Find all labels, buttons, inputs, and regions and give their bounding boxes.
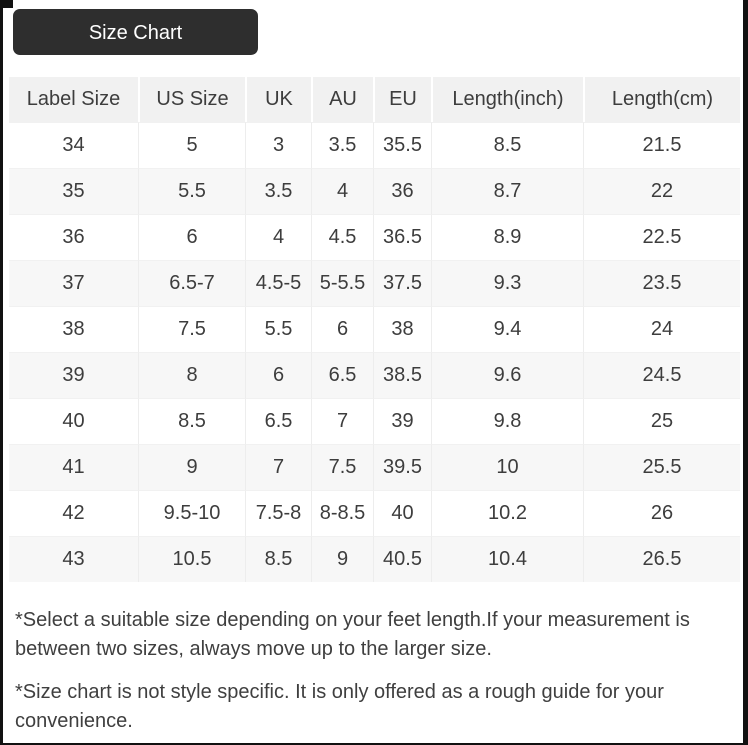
table-cell: 37 xyxy=(9,260,138,306)
column-header: EU xyxy=(373,77,431,122)
table-cell: 37.5 xyxy=(373,260,431,306)
note-text: *Size chart is not style specific. It is only offered as a rough guide for your convenience. xyxy=(15,681,664,732)
table-cell: 40 xyxy=(9,398,138,444)
table-cell: 23.5 xyxy=(583,260,740,306)
table-cell: 8.9 xyxy=(431,214,583,260)
table-cell: 10.4 xyxy=(431,536,583,582)
table-cell: 8-8.5 xyxy=(311,490,373,536)
table-cell: 3 xyxy=(245,122,311,168)
table-cell: 6 xyxy=(138,214,245,260)
table-cell: 22.5 xyxy=(583,214,740,260)
table-cell: 10.5 xyxy=(138,536,245,582)
table-cell: 9.5-10 xyxy=(138,490,245,536)
table-cell: 4.5 xyxy=(311,214,373,260)
table-cell: 43 xyxy=(9,536,138,582)
size-chart-notes xyxy=(15,606,727,736)
table-cell: 7.5-8 xyxy=(245,490,311,536)
column-header: Length(inch) xyxy=(431,77,583,122)
table-row xyxy=(9,122,740,168)
table-cell: 22 xyxy=(583,168,740,214)
table-cell: 4 xyxy=(245,214,311,260)
table-cell: 39.5 xyxy=(373,444,431,490)
table-cell: 7.5 xyxy=(138,306,245,352)
table-cell: 40.5 xyxy=(373,536,431,582)
table-cell: 5.5 xyxy=(245,306,311,352)
table-cell: 24 xyxy=(583,306,740,352)
table-cell: 7 xyxy=(245,444,311,490)
table-cell: 38 xyxy=(373,306,431,352)
table-cell: 26 xyxy=(583,490,740,536)
table-cell: 9 xyxy=(311,536,373,582)
table-cell: 6.5 xyxy=(311,352,373,398)
table-cell: 9.3 xyxy=(431,260,583,306)
table-cell: 26.5 xyxy=(583,536,740,582)
table-cell: 8.5 xyxy=(431,122,583,168)
column-header: UK xyxy=(245,77,311,122)
table-row xyxy=(9,214,740,260)
table-cell: 7.5 xyxy=(311,444,373,490)
table-cell: 38 xyxy=(9,306,138,352)
table-cell: 9 xyxy=(138,444,245,490)
table-cell: 5.5 xyxy=(138,168,245,214)
table-cell: 3.5 xyxy=(311,122,373,168)
table-cell: 8.7 xyxy=(431,168,583,214)
table-cell: 38.5 xyxy=(373,352,431,398)
table-cell: 7 xyxy=(311,398,373,444)
table-cell: 10 xyxy=(431,444,583,490)
table-cell: 8.5 xyxy=(245,536,311,582)
table-cell: 4 xyxy=(311,168,373,214)
table-cell: 39 xyxy=(9,352,138,398)
table-cell: 6.5 xyxy=(245,398,311,444)
size-chart-content xyxy=(3,0,743,745)
table-cell: 5-5.5 xyxy=(311,260,373,306)
table-cell: 25 xyxy=(583,398,740,444)
table-cell: 40 xyxy=(373,490,431,536)
table-cell: 6 xyxy=(245,352,311,398)
table-row xyxy=(9,536,740,582)
table-cell: 36 xyxy=(9,214,138,260)
table-row xyxy=(9,444,740,490)
table-cell: 42 xyxy=(9,490,138,536)
table-cell: 36 xyxy=(373,168,431,214)
table-cell: 34 xyxy=(9,122,138,168)
table-cell: 3.5 xyxy=(245,168,311,214)
table-row xyxy=(9,260,740,306)
table-cell: 36.5 xyxy=(373,214,431,260)
note-text: *Select a suitable size depending on your feet length.If your measurement is between two sizes, always move up to the larger size. xyxy=(15,609,690,660)
table-cell: 5 xyxy=(138,122,245,168)
column-header: Label Size xyxy=(9,77,138,122)
screenshot-border-right xyxy=(743,0,748,745)
table-cell: 6.5-7 xyxy=(138,260,245,306)
table-cell: 9.8 xyxy=(431,398,583,444)
table-row xyxy=(9,306,740,352)
column-header: Length(cm) xyxy=(583,77,740,122)
table-cell: 35.5 xyxy=(373,122,431,168)
size-chart-tab-button[interactable]: Size Chart xyxy=(13,9,258,55)
table-cell: 39 xyxy=(373,398,431,444)
table-header-row xyxy=(9,77,740,122)
table-cell: 8.5 xyxy=(138,398,245,444)
table-cell: 9.4 xyxy=(431,306,583,352)
table-cell: 8 xyxy=(138,352,245,398)
table-row xyxy=(9,352,740,398)
table-cell: 25.5 xyxy=(583,444,740,490)
table-cell: 21.5 xyxy=(583,122,740,168)
table-row xyxy=(9,168,740,214)
table-cell: 9.6 xyxy=(431,352,583,398)
column-header: US Size xyxy=(138,77,245,122)
table-cell: 35 xyxy=(9,168,138,214)
table-cell: 4.5-5 xyxy=(245,260,311,306)
table-row xyxy=(9,490,740,536)
table-cell: 10.2 xyxy=(431,490,583,536)
table-cell: 41 xyxy=(9,444,138,490)
table-row xyxy=(9,398,740,444)
size-chart-table xyxy=(9,77,740,582)
column-header: AU xyxy=(311,77,373,122)
table-cell: 6 xyxy=(311,306,373,352)
table-cell: 24.5 xyxy=(583,352,740,398)
